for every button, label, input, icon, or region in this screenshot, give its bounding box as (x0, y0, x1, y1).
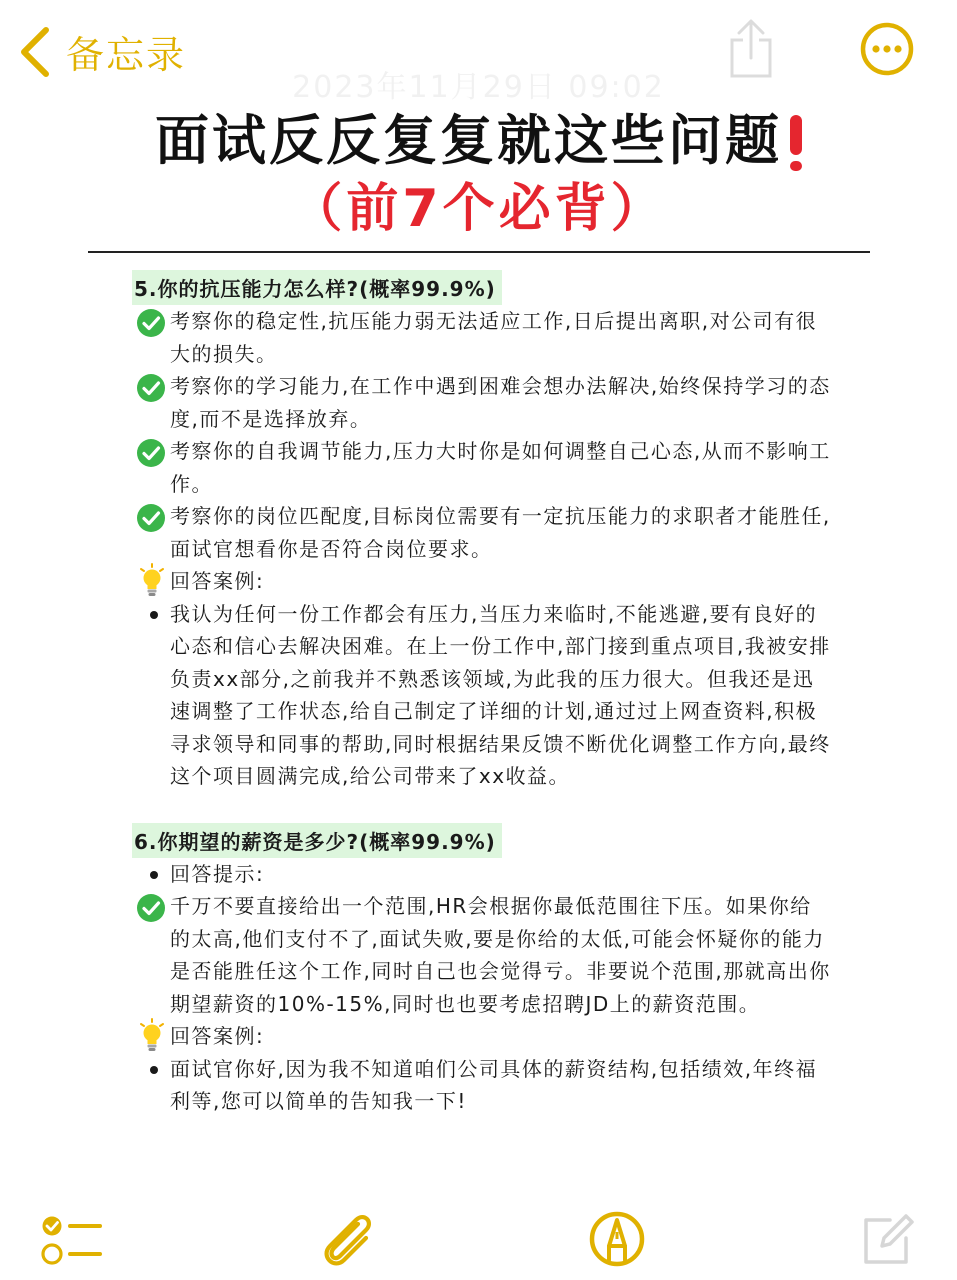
bullet-icon (150, 871, 158, 879)
note-title-text: 面试反反复复就这些问题 (155, 109, 782, 172)
check-circle-icon (136, 308, 166, 338)
check-circle-icon (136, 893, 166, 923)
checklist-icon (40, 1214, 104, 1268)
note-body (132, 270, 832, 1118)
note-date: 2023年11月29日 09:02 (292, 70, 665, 105)
answer-text: 面试官你好,因为我不知道咱们公司具体的薪资结构,包括绩效,年终福利等,您可以简单的告知我一下! (170, 1056, 818, 1113)
back-label: 备忘录 (66, 33, 187, 77)
list-item (132, 598, 832, 793)
spacer (132, 793, 832, 823)
exclamation-icon (790, 115, 802, 155)
answer-text: 我认为任何一份工作都会有压力,当压力来临时,不能逃避,要有良好的心态和信心去解决困难。在上一份工作中,部门接到重点项目,我被安排负责xx部分,之前我并不熟悉该领域,为此我的压力很大。但我还是迅速调整了工作状态,给自己制定了详细的计划,通过过上网查资料,积极寻求领导和同事的帮助,同时根据结果反馈不断优化调整工作方向,最终这个项目圆满完成,给公司带来了xx收益。 (170, 601, 831, 788)
list-item (132, 1020, 832, 1053)
case-label: 回答案例: (170, 1024, 265, 1048)
question-heading: 6.你期望的薪资是多少?(概率99.9%) (132, 823, 502, 858)
question-heading: 5.你的抗压能力怎么样?(概率99.9%) (132, 270, 502, 305)
lightbulb-icon (138, 1018, 166, 1054)
list-item (132, 435, 832, 500)
pen-circle-icon (588, 1210, 646, 1268)
point-text: 考察你的学习能力,在工作中遇到困难会想办法解决,始终保持学习的态度,而不是选择放弃。 (170, 374, 831, 431)
point-text: 考察你的稳定性,抗压能力弱无法适应工作,日后提出离职,对公司有很大的损失。 (170, 309, 818, 366)
list-item (132, 1053, 832, 1118)
list-item (132, 370, 832, 435)
attachment-button[interactable] (318, 1210, 378, 1276)
lightbulb-icon (138, 563, 166, 599)
tip-label: 回答提示: (170, 861, 265, 886)
note-title (0, 98, 957, 175)
list-item (132, 890, 832, 1020)
check-circle-icon (136, 503, 166, 533)
list-item (132, 500, 832, 565)
checklist-button[interactable] (40, 1214, 104, 1272)
list-item (132, 565, 832, 598)
compose-icon (860, 1212, 916, 1268)
bullet-icon (150, 611, 158, 619)
note-subtitle: （前7个必背） (290, 179, 667, 239)
markup-button[interactable] (588, 1210, 646, 1272)
point-text: 考察你的自我调节能力,压力大时你是如何调整自己心态,从而不影响工作。 (170, 439, 831, 496)
list-item (132, 858, 832, 891)
paperclip-icon (318, 1210, 378, 1272)
case-label: 回答案例: (170, 569, 265, 593)
divider (88, 251, 870, 253)
point-text: 考察你的岗位匹配度,目标岗位需要有一定抗压能力的求职者才能胜任,面试官想看你是否符合岗位要求。 (170, 504, 831, 561)
compose-button[interactable] (860, 1212, 916, 1272)
tip-text: 千万不要直接给出一个范围,HR会根据你最低范围往下压。如果你给的太高,他们支付不了,面试失败,要是你给的太低,可能会怀疑你的能力是否能胜任这个工作,同时自己也会觉得亏。非要说个范围,那就高出你期望薪资的10%-15%,同时也也要考虑招聘JD上的薪资范围。 (170, 894, 831, 1016)
list-item (132, 305, 832, 370)
bullet-icon (150, 1066, 158, 1074)
bottom-toolbar (0, 1200, 957, 1280)
check-circle-icon (136, 438, 166, 468)
check-circle-icon (136, 373, 166, 403)
